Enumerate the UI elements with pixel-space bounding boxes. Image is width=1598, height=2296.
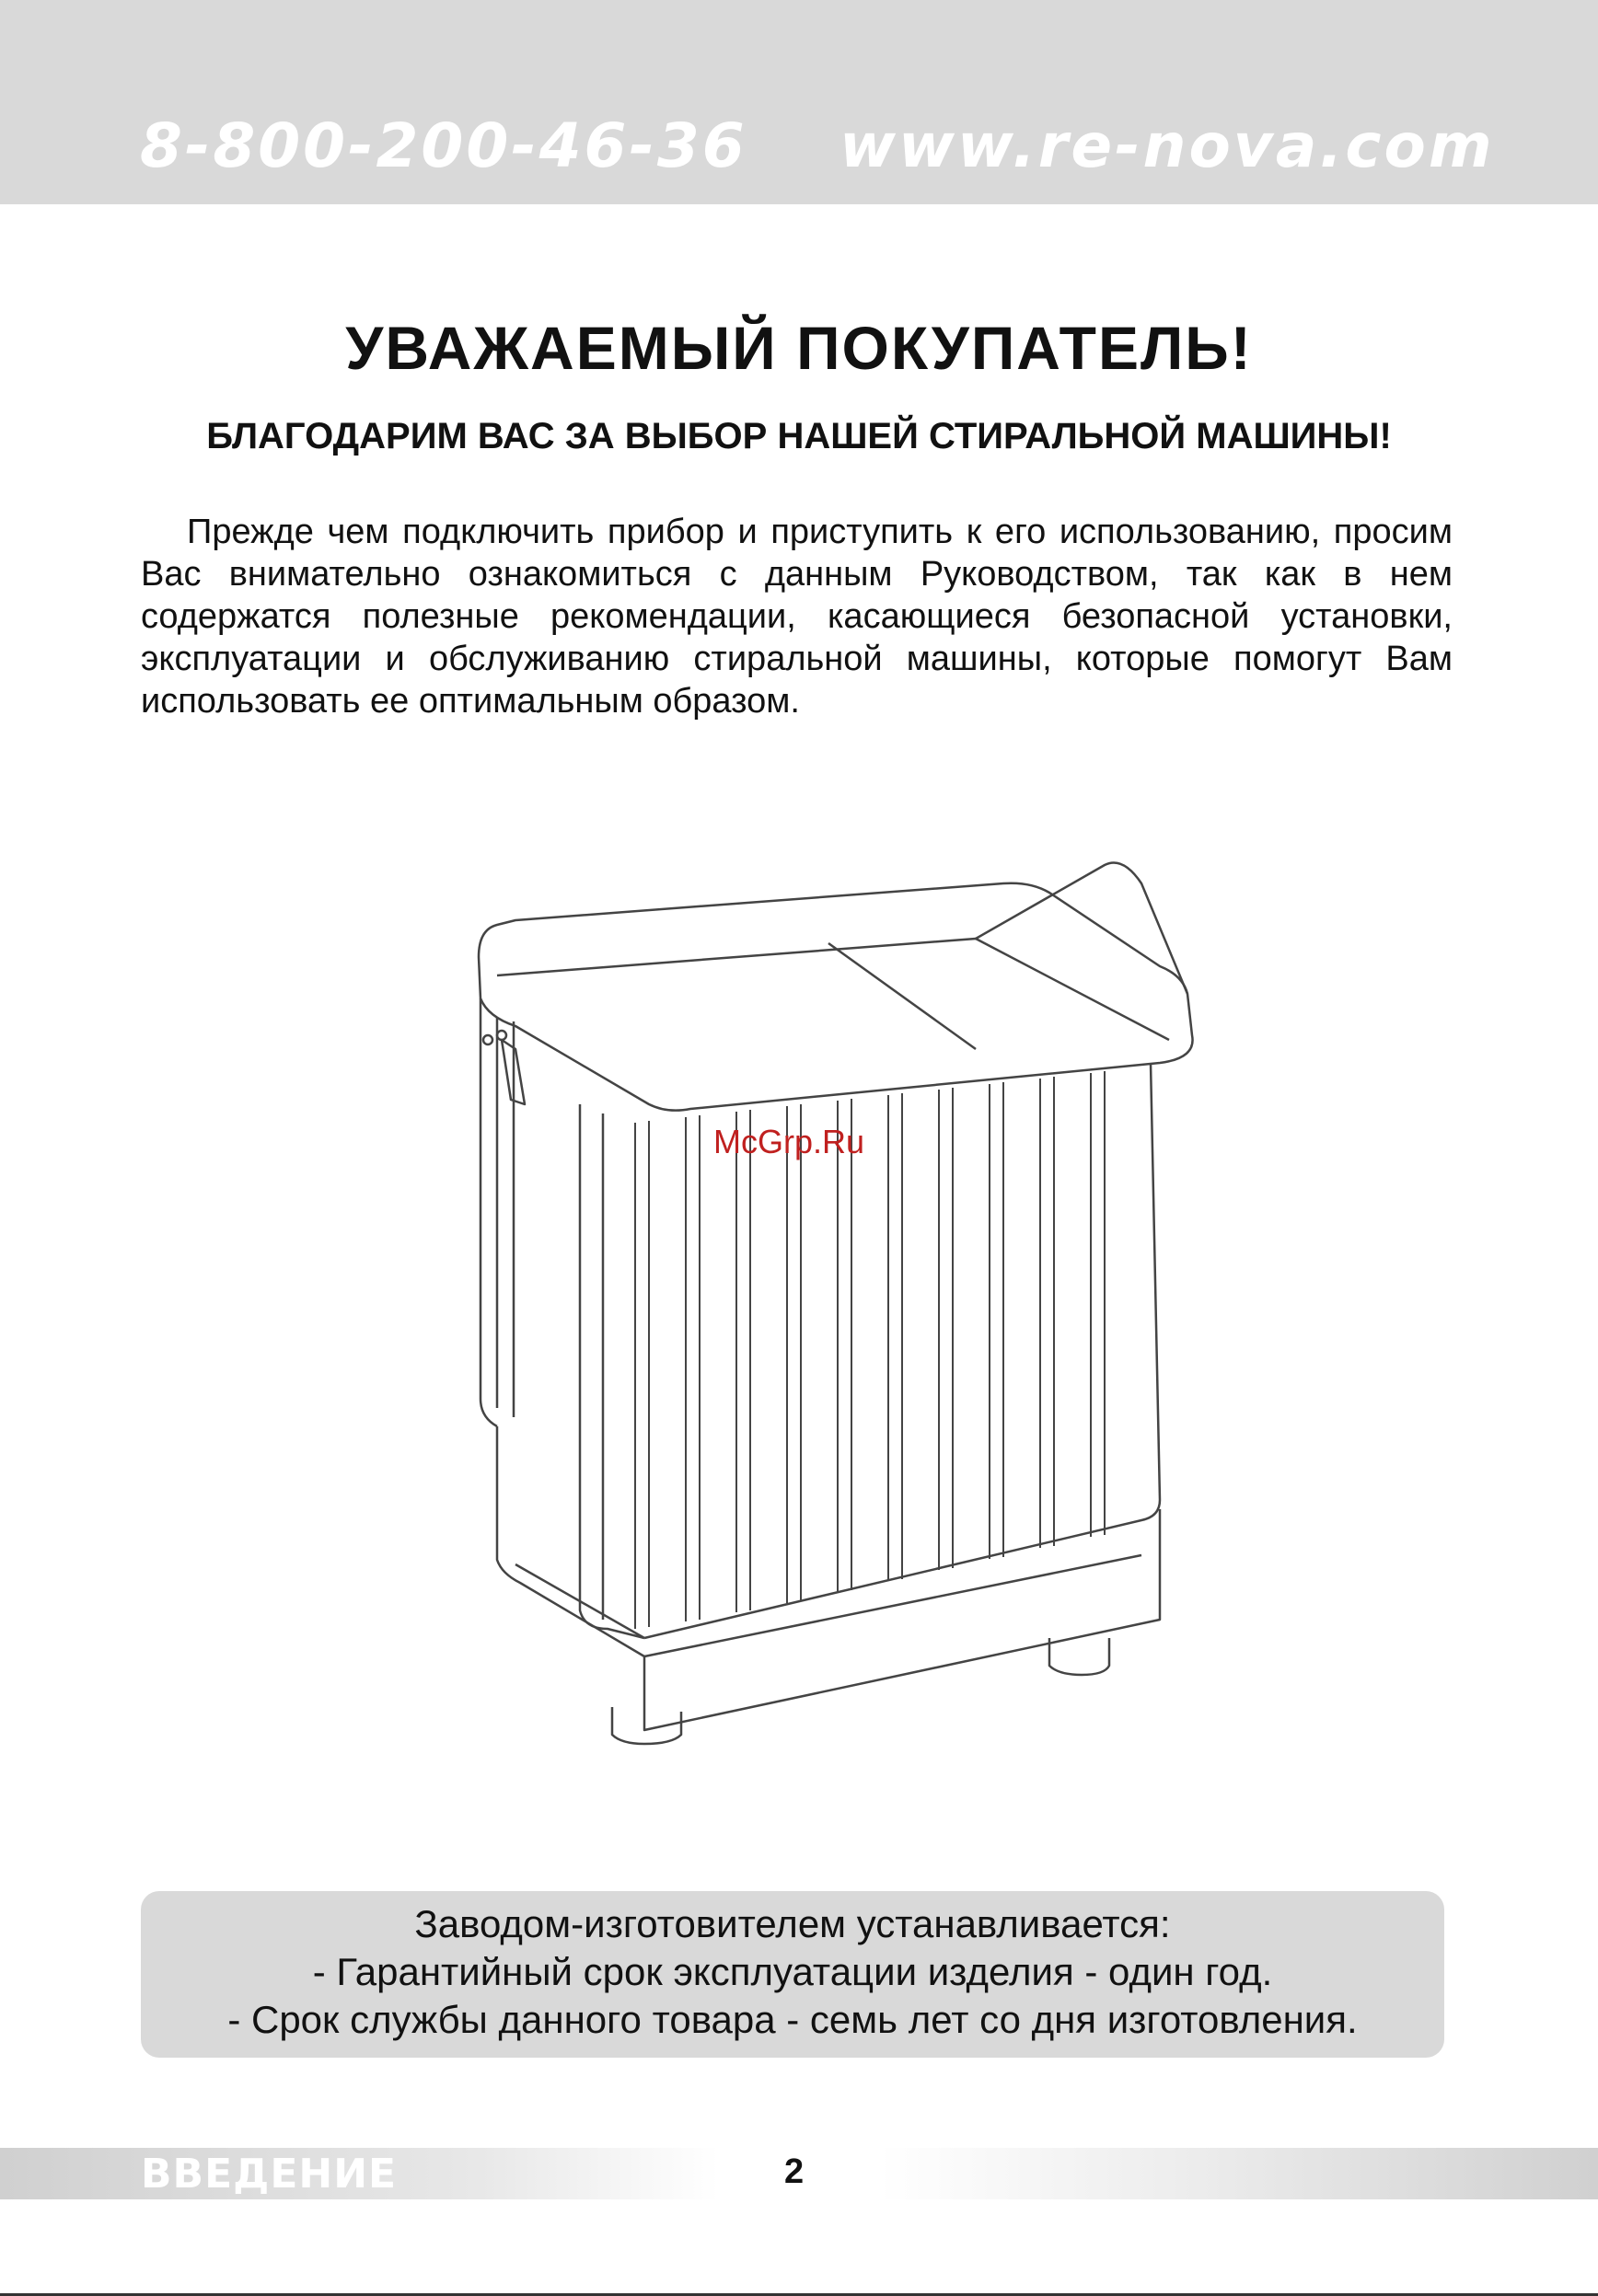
warranty-period: - Гарантийный срок эксплуатации изделия - один год.: [312, 1950, 1273, 1993]
phone-number: 8-800-200-46-36: [140, 110, 747, 181]
washing-machine-illustration: [460, 828, 1215, 1758]
warranty-heading: Заводом-изготовителем устанавливается:: [414, 1902, 1171, 1945]
website-url: www.re-nova.com: [840, 110, 1495, 181]
warranty-box: [141, 1891, 1444, 2058]
page-title: УВАЖАЕМЫЙ ПОКУПАТЕЛЬ!: [345, 314, 1253, 382]
watermark: McGrp.Ru: [713, 1123, 865, 1160]
intro-paragraph: Прежде чем подключить прибор и приступить к его использованию, просим Вас внимательно ознакомиться с данным Руководством, так как в нем содержатся полезные рекомендации, касающиеся безопасной установки, эксплуатации и обслуживанию стиральной машины, которые помогут Вам использовать ее оптимальным образом.: [141, 513, 1453, 721]
service-life: - Срок службы данного товара - семь лет со дня изготовления.: [227, 1998, 1358, 2041]
section-label: ВВЕДЕНИЕ: [141, 2151, 398, 2198]
page-number: 2: [784, 2152, 805, 2191]
page-subtitle: БЛАГОДАРИМ ВАС ЗА ВЫБОР НАШЕЙ СТИРАЛЬНОЙ МАШИНЫ!: [206, 416, 1392, 456]
